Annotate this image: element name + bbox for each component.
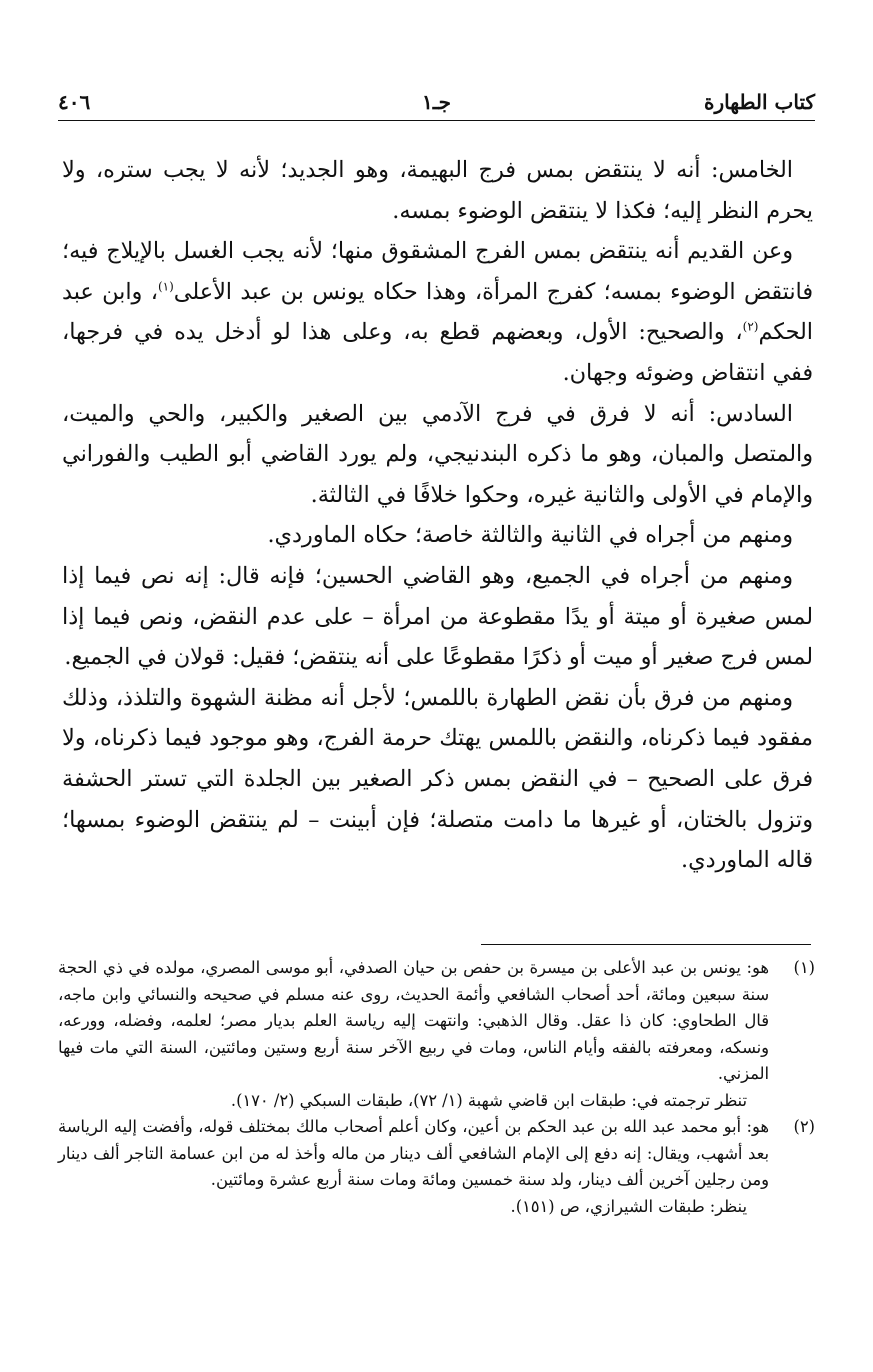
- footnote-separator: [481, 944, 811, 945]
- running-header: [58, 82, 815, 121]
- paragraph-6: ومنهم من فرق بأن نقض الطهارة باللمس؛ لأجل أنه مظنة الشهوة والتلذذ، وذلك مفقود فيما ذكرناه، والنقض باللمس يهتك حرمة الفرج، وهو موجود فيما ذكرناه، ولا فرق على الصحيح – في النقض بمس ذكر الصغير بين الجلدة التي تستر الحشفة وتزول بالختان، أو غيرها ما دامت متصلة؛ فإن أبينت – لم ينتقض الوضوء بمسها؛ قاله الماوردي.: [62, 684, 813, 874]
- footnote-1-text: هو: يونس بن عبد الأعلى بن ميسرة بن حفص بن حيان الصدفي، أبو موسى المصري، مولده في ذي الحجة سنة سبعين ومائة، أحد أصحاب الشافعي وأئمة الحديث، روى عنه مسلم في صحيحه والنسائي وابن ماجه، قال الطحاوي: كان ذا عقل. وقال الذهبي: وانتهت إليه رياسة العلم بديار مصر؛ لعلمه، وفضله، وورعه، ونسكه، ومعرفته بالفقه وأيام الناس، ومات في ربيع الآخر سنة أربع وستين ومائتين، السنة التي مات فيها المزني.: [58, 958, 769, 1083]
- paragraph-5: ومنهم من أجراه في الجميع، وهو القاضي الحسين؛ فإنه قال: إنه نص فيما إذا لمس صغيرة أو ميتة أو يدًا مقطوعة من امرأة – على عدم النقض، ونص فيما إذا لمس فرج صغير أو ميت أو ذكرًا مقطوعًا على أنه ينتقض؛ فقيل: قولان في الجميع.: [62, 562, 813, 671]
- footnote-2-mark: (٢): [793, 1117, 815, 1136]
- volume-number: جـ١: [422, 90, 451, 114]
- paragraph-2: [62, 231, 813, 393]
- footnotes: [58, 955, 815, 1220]
- paragraph-3: السادس: أنه لا فرق في فرج الآدمي بين الصغير والكبير، والحي والميت، والمتصل والمبان، وهو ما ذكره البندنيجي، ولم يورد القاضي أبو الطيب والفوراني والإمام في الأولى والثانية غيره، وحكوا خلافًا في الثالثة.: [62, 400, 813, 508]
- paragraph-2-part-1: وعن القديم أنه ينتقض بمس الفرج المشقوق منها؛ لأنه يجب الغسل بالإيلاج فيه؛ فانتقض الوضوء بمسه؛ كفرج المرأة، وهذا حكاه يونس بن عبد الأعلى: [62, 238, 813, 305]
- book-title: كتاب الطهارة: [704, 90, 815, 114]
- footnote-1: [58, 955, 815, 1114]
- footnote-2-text: هو: أبو محمد عبد الله بن عبد الحكم بن أعين، وكان أعلم أصحاب مالك بمختلف قوله، وأفضت إليه الرياسة بعد أشهب، ويقال: إنه دفع إلى الإمام الشافعي ألف دينار من ماله وأخذ له من ابن عسامة التاجر ألف دينار ومن رجلين آخرين ألف دينار، ولد سنة خمسين ومائة ومات سنة أربع عشرة ومائتين.: [58, 1117, 769, 1189]
- footnote-ref-1[interactable]: (١): [157, 279, 174, 294]
- page-number: ٤٠٦: [58, 90, 91, 114]
- footnote-1-source: تنظر ترجمته في: طبقات ابن قاضي شهبة (١/ ٧٢)، طبقات السبكي (٢/ ١٧٠).: [230, 1090, 747, 1110]
- main-text: [62, 150, 813, 881]
- footnote-2-source: ينظر: طبقات الشيرازي، ص (١٥١).: [510, 1196, 747, 1216]
- paragraph-2-part-2: ، وابن عبد الحكم: [62, 278, 813, 346]
- footnote-2: [58, 1114, 815, 1220]
- paragraph-2-part-3: ، والصحيح: الأول، وبعضهم قطع به، وعلى هذا لو أدخل يده في فرجها، ففي انتقاض وضوئه وجهان.: [62, 319, 813, 386]
- footnote-1-mark: (١): [793, 958, 815, 977]
- paragraph-4: ومنهم من أجراه في الثانية والثالثة خاصة؛ حكاه الماوردي.: [267, 522, 793, 549]
- paragraph-1: الخامس: أنه لا ينتقض بمس فرج البهيمة، وهو الجديد؛ لأنه لا يجب ستره، ولا يحرم النظر إليه؛ فكذا لا ينتقض الوضوء بمسه.: [62, 157, 813, 224]
- footnote-ref-2[interactable]: (٢): [742, 319, 759, 334]
